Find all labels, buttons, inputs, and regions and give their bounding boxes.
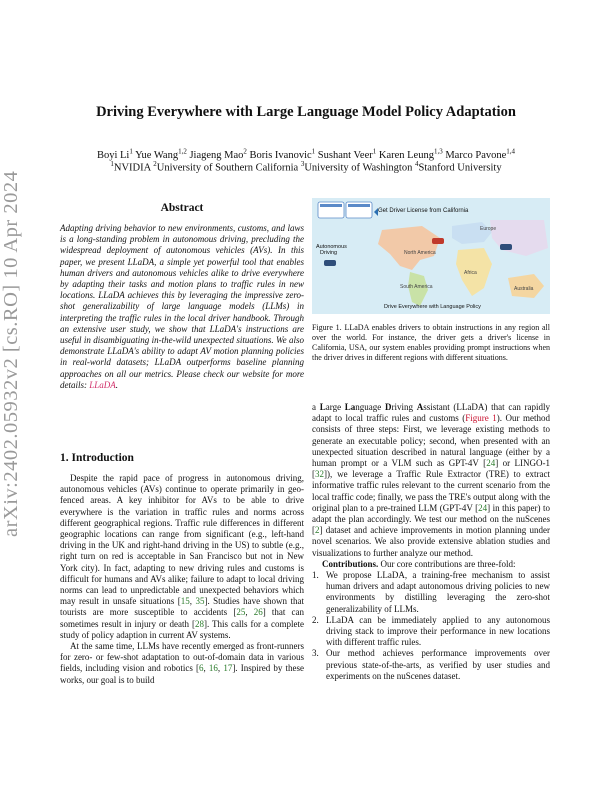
- author-affiliation-mark: 1,4: [506, 147, 516, 155]
- affiliation-name: University of Southern California: [156, 162, 299, 174]
- author-name: Karen Leung$^{1,3}$: [378, 147, 443, 161]
- region-label-south-america: South America: [400, 284, 433, 290]
- author-name: Boris Ivanovic$^1$: [249, 147, 316, 161]
- contributions-label: Contributions.: [322, 558, 379, 569]
- figure-bottom-label: Drive Everywhere with Language Policy: [384, 304, 481, 310]
- affiliation-list: [40, 158, 572, 175]
- figure-top-label: Get Driver License from California: [378, 208, 469, 214]
- affiliation-mark: 3: [300, 160, 305, 168]
- abstract-body: [60, 223, 304, 391]
- citation-link[interactable]: 15: [180, 596, 190, 607]
- car-icon: [500, 244, 512, 250]
- affiliation-name: University of Washington: [304, 162, 413, 174]
- world-map-figure: [312, 198, 550, 314]
- intro-paragraph-1: Despite the rapid pace of progress in autonomous driving, autonomous vehicles (AVs) continue to operate primarily in geo-fenced areas. A key inhibitor for AVs to be able to drive everywhere is the variation in traffic rules and norms across different geographical regions. Traffic rule differences in different geographic locations can range from significant (e.g., left-hand driving in the UK and right-hand driving in the US) to subtle (e.g., right turn on red is acceptable in San Francisco but not in New York city). In fact, adapting to new driving rules and customs is difficult for humans and AVs alike; failure to adapt to local driving norms can lead to unpredictable and unexpected behaviors which may result in unsafe situations [15, 35]. Studies have shown that tourists are more susceptible to accidents [25, 26] that can sometimes result in injury or death [28]. This calls for a complete study of policy adaption in current AV systems.: [60, 473, 305, 640]
- affiliation-mark: 2: [153, 160, 157, 168]
- figure-1-caption: Figure 1. LLaDA enables drivers to obtain instructions in any region all over the world. For instance, the driver gets a driver's license in California, USA, our system enables providing prompt instructions when the driver drives in different regions with different situations.: [312, 323, 550, 362]
- region-label-europe: Europe: [480, 226, 497, 232]
- author-affiliation-mark: 1,2: [178, 147, 187, 155]
- citation-link[interactable]: 17: [223, 663, 233, 674]
- contribution-item: 2. LLaDA can be immediately applied to any autonomous driving stack to improve their performance in new locations with different traffic rules.: [312, 614, 550, 648]
- citation-link[interactable]: 16: [208, 663, 218, 674]
- figure-left-label: Autonomous Driving: [316, 244, 347, 256]
- introduction-body: [60, 473, 304, 686]
- right-paragraph-1: a Large Language Driving Assistant (LLaDA) that can rapidly adapt to local traffic rules and customs (Figure 1). Our method consists of three steps: First, we leverage existing methods to generate an executable policy; second, when presented with an unexpected situation described in natural language (either by a human prompt or a VLM such as GPT-4V [24] or LINGO-1 [32]), we leverage a Traffic Rule Extractor (TRE) to extract informative traffic rules relevant to the current scenario from the local traffic code; finally, we pass the TRE's output along with the original plan to a pre-trained LLM (GPT-4V [24] in this paper) to adapt the plan accordingly. We test our method on the nuScenes [2] dataset and achieve improvements in motion planning under novel scenarios. We also provide extensive ablation studies and visualizations to further analyze our method.: [312, 402, 551, 558]
- figure-ref-link[interactable]: Figure 1: [465, 413, 497, 424]
- paper-title: Driving Everywhere with Large Language Model Policy Adaptation: [96, 104, 516, 120]
- affiliation-mark: 1: [110, 160, 114, 168]
- contributions-paragraph: Contributions. Our core contributions are three-fold:: [322, 558, 516, 569]
- arxiv-identifier-stamp: arXiv:2402.05932v2 [cs.RO] 10 Apr 2024: [0, 170, 22, 537]
- abstract-text: Adapting driving behavior to new environments, customs, and laws is a long-standing problem in autonomous driving, precluding the widespread deployment of autonomous vehicles (AVs). In this paper, we present LLaDA, a simple yet powerful tool that enables human drivers and autonomous vehicles alike to drive everywhere by adapting their tasks and motion plans to traffic rules in new locations. LLaDA achieves this by leveraging the impressive zero-shot generalizability of large language models (LLMs) in interpreting the traffic rules in the local driver handbook. Through an extensive user study, we show that LLaDA's instructions are useful in disambiguating in-the-wild unexpected situations. We also demonstrate LLaDA's ability to adapt AV motion planning policies in real-world datasets; LLaDA outperforms baseline planning approaches on all our metrics. Please check our website for more details:: [60, 223, 304, 390]
- author-name: Sushant Veer$^1$: [317, 147, 377, 161]
- figure-1: [312, 198, 550, 314]
- citation-link[interactable]: 24: [478, 502, 488, 513]
- citation-link[interactable]: 25: [236, 607, 246, 618]
- affiliation-name: Stanford University: [418, 162, 502, 174]
- author-affiliation-mark: 1,3: [433, 147, 443, 155]
- intro-paragraph-2: At the same time, LLMs have recently emerged as front-runners for zero- or few-shot adaptation to out-of-domain data in various fields, including vision and robotics [6, 16, 17]. Inspired by these works, our goal is to build: [60, 641, 305, 685]
- project-website-link[interactable]: LLaDA: [89, 379, 116, 390]
- affiliation-mark: 4: [414, 160, 419, 168]
- region-label-north-america: North America: [404, 250, 436, 256]
- author-affiliation-mark: 1: [311, 147, 316, 155]
- car-icon: [324, 260, 336, 266]
- region-label-africa: Africa: [464, 270, 477, 276]
- introduction-heading: 1. Introduction: [60, 452, 134, 464]
- region-label-australia: Australia: [514, 286, 534, 292]
- abstract-end: .: [115, 379, 119, 390]
- contributions-list: [312, 570, 550, 682]
- affiliation-name: NVIDIA: [113, 162, 151, 174]
- author-affiliation-mark: 1: [129, 147, 133, 155]
- citation-link[interactable]: 35: [195, 596, 205, 607]
- citation-link[interactable]: 6: [199, 663, 204, 674]
- citation-link[interactable]: 26: [253, 607, 263, 618]
- citation-link[interactable]: 28: [194, 618, 204, 629]
- author-affiliation-mark: 1: [372, 147, 377, 155]
- author-name: Yue Wang$^{1,2}$: [135, 147, 187, 161]
- right-column-body: [312, 402, 550, 682]
- abstract-heading: Abstract: [160, 202, 204, 214]
- citation-link[interactable]: 24: [486, 458, 496, 469]
- car-icon: [432, 238, 444, 244]
- citation-link[interactable]: 2: [315, 525, 320, 536]
- author-name: Boyi Li$^1$: [96, 147, 133, 161]
- contribution-item: 3. Our method achieves performance improvements over previous state-of-the-arts, as verified by user studies and experiments on the nuScenes dataset.: [312, 648, 550, 681]
- author-affiliation-mark: 2: [243, 147, 247, 155]
- citation-link[interactable]: 32: [315, 469, 324, 480]
- contribution-item: 1. We propose LLaDA, a training-free mechanism to assist human drivers and adapt autonomous driving policies to new environments by distilling leveraging the zero-shot generalizability of LLMs.: [312, 570, 550, 614]
- author-name: Marco Pavone$^{1,4}$: [445, 147, 516, 161]
- author-name: Jiageng Mao$^2$: [189, 147, 247, 161]
